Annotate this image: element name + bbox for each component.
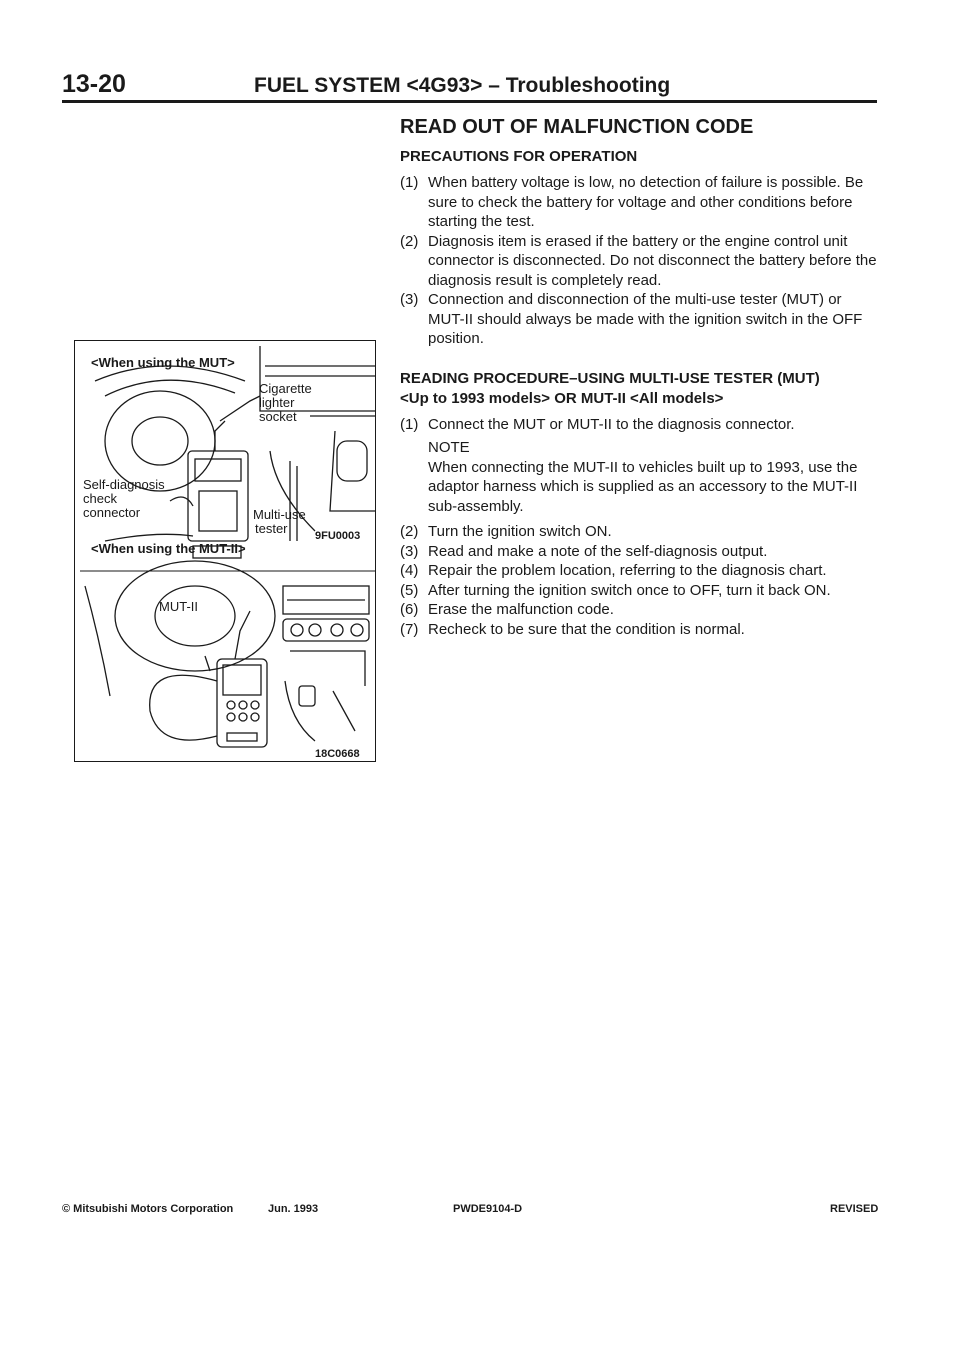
precautions-heading: PRECAUTIONS FOR OPERATION [400, 148, 638, 165]
note-label: NOTE [428, 439, 470, 456]
item-text: Diagnosis item is erased if the battery or the engine control unit connector is disconnected. Do not disconnect the battery before the diagnosis result is completely read. [428, 232, 877, 289]
item-number: (1) [400, 415, 419, 433]
list-item [400, 600, 880, 620]
item-number: (4) [400, 562, 419, 579]
list-item [400, 290, 880, 349]
list-item [400, 522, 880, 542]
label-mut2-device: MUT-II [159, 599, 198, 614]
item-text: Read and make a note of the self-diagnosis output. [428, 542, 768, 560]
item-text: Turn the ignition switch ON. [428, 523, 612, 540]
content-column [400, 116, 880, 639]
list-item [400, 415, 880, 435]
label-lighter: lighter [259, 395, 295, 410]
mut-connection-figure [74, 340, 376, 762]
item-number: (2) [400, 232, 419, 250]
procedure-heading-line1: READING PROCEDURE–USING MULTI-USE TESTER (MUT) [400, 369, 820, 387]
header-rule [62, 100, 877, 103]
page-number: 13-20 [62, 70, 126, 98]
list-item [400, 620, 880, 640]
item-number: (6) [400, 601, 419, 618]
item-text: Connection and disconnection of the multi-use tester (MUT) or MUT-II should always be made with the ignition switch in the OFF position. [428, 291, 863, 347]
item-text: After turning the ignition switch once to OFF, turn it back ON. [428, 581, 831, 599]
label-multi-use: Multi-use [253, 507, 306, 522]
list-item [400, 232, 880, 291]
item-number: (3) [400, 291, 419, 308]
note-text: When connecting the MUT-II to vehicles built up to 1993, use the adaptor harness which is supplied as an accessory to the MUT-II sub-assembly. [428, 458, 858, 515]
label-when-using-mut: <When using the MUT> [91, 355, 235, 370]
list-item [400, 173, 880, 232]
figure-code-top: 9FU0003 [315, 530, 361, 542]
label-self-diagnosis: Self-diagnosis [83, 477, 165, 492]
note-block [428, 438, 880, 516]
item-text: Erase the malfunction code. [428, 601, 614, 618]
item-number: (5) [400, 581, 419, 599]
procedure-steps [400, 522, 880, 639]
item-number: (1) [400, 174, 419, 191]
label-check: check [83, 491, 117, 506]
item-text: Repair the problem location, referring to the diagnosis chart. [428, 562, 827, 579]
precautions-list [400, 173, 880, 349]
label-socket: socket [259, 409, 297, 424]
list-item [400, 561, 880, 581]
footer-status: REVISED [830, 1203, 879, 1215]
list-item [400, 581, 880, 601]
page-header-title: FUEL SYSTEM <4G93> – Troubleshooting [254, 74, 671, 97]
list-item [400, 542, 880, 562]
label-cigarette: Cigarette [259, 381, 312, 396]
item-text: Connect the MUT or MUT-II to the diagnosis connector. [428, 415, 795, 433]
footer-doc-code: PWDE9104-D [453, 1203, 523, 1215]
section-title: READ OUT OF MALFUNCTION CODE [400, 116, 754, 138]
footer-date: Jun. 1993 [268, 1203, 319, 1215]
item-number: (7) [400, 620, 419, 638]
footer-copyright: © Mitsubishi Motors Corporation [62, 1203, 234, 1215]
figure-code-bottom: 18C0668 [315, 748, 360, 760]
label-connector: connector [83, 505, 141, 520]
item-text: Recheck to be sure that the condition is normal. [428, 620, 745, 638]
item-text: When battery voltage is low, no detection of failure is possible. Be sure to check the battery for voltage and other conditions before starting the test. [428, 174, 864, 230]
procedure-list [400, 415, 880, 435]
procedure-heading-line2: <Up to 1993 models> OR MUT-II <All models> [400, 389, 724, 407]
item-number: (2) [400, 523, 419, 540]
label-tester: tester [255, 521, 288, 536]
label-when-using-mut2: <When using the MUT-II> [91, 541, 246, 556]
mut-illustration [75, 341, 376, 762]
item-number: (3) [400, 542, 419, 560]
